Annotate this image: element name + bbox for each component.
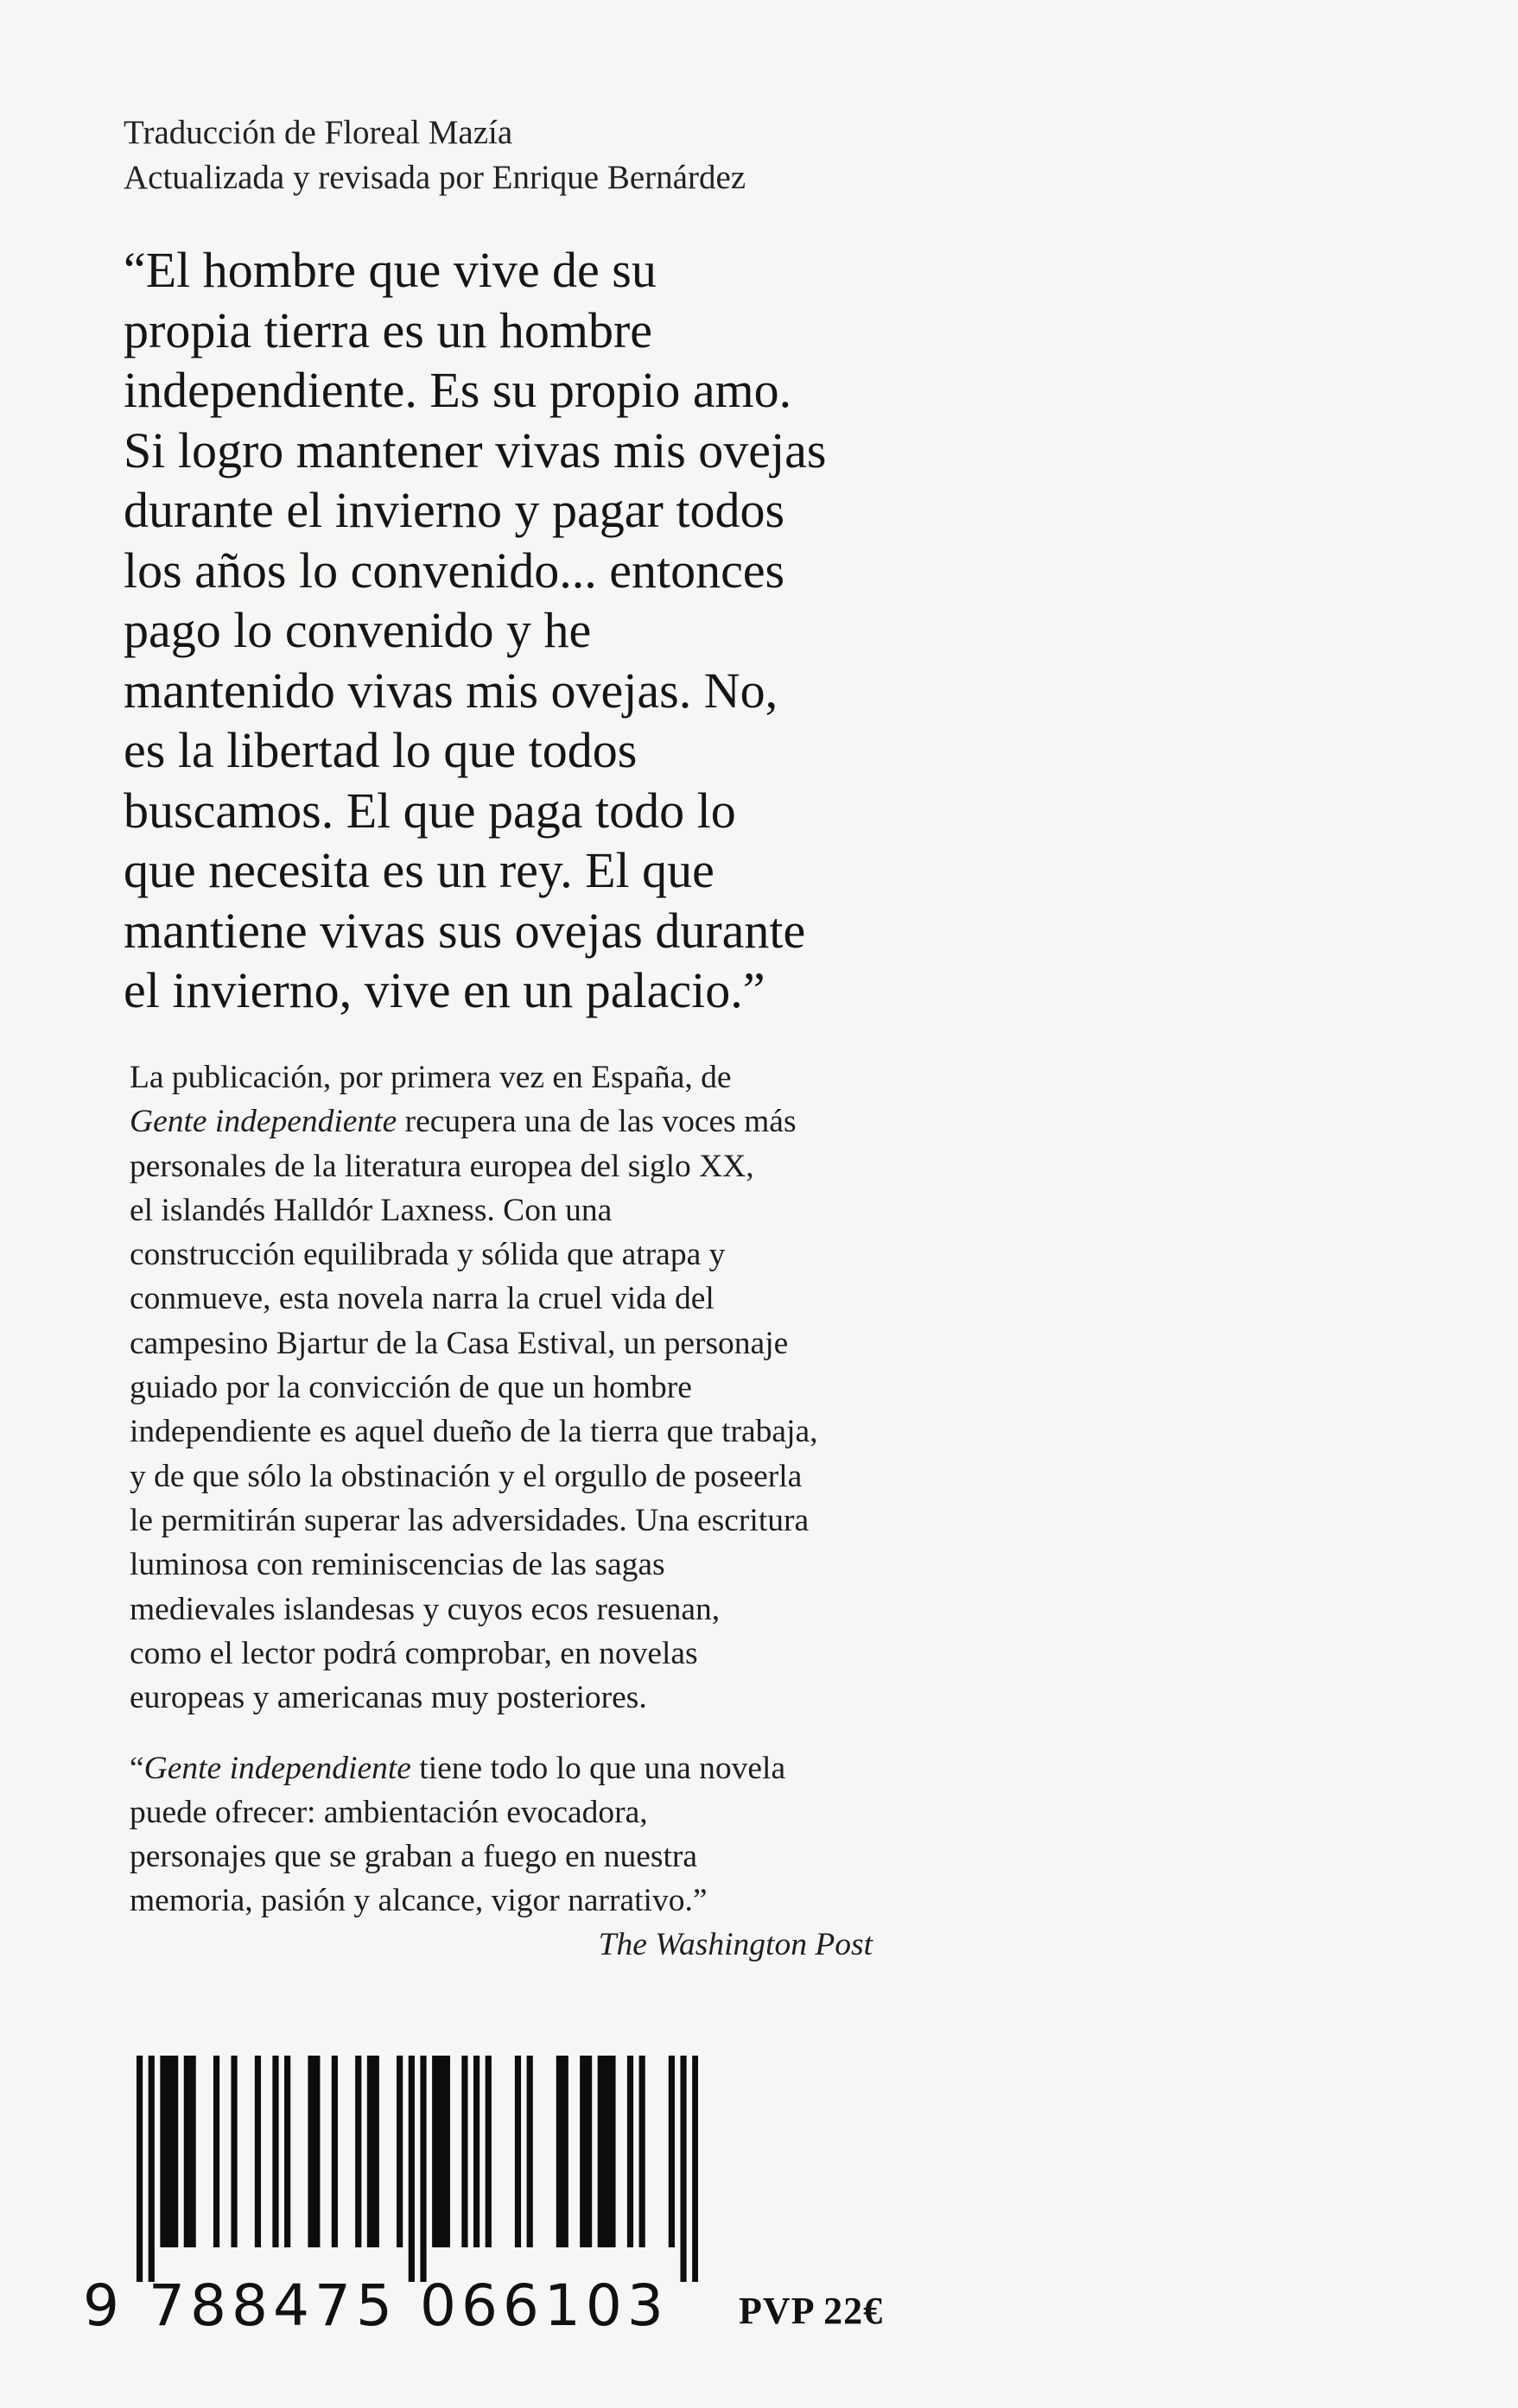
epigraph-line: que necesita es un rey. El que: [124, 842, 715, 898]
translator-credit: Traducción de Floreal Mazía: [124, 114, 513, 151]
barcode-bar: [314, 2056, 320, 2247]
description-line: guiado por la convicción de que un hombre: [130, 1370, 692, 1406]
barcode-bar: [172, 2056, 178, 2247]
barcode-bar: [373, 2056, 379, 2247]
barcode-bar: [444, 2056, 450, 2247]
barcode-bar: [420, 2056, 426, 2282]
barcode-bar: [556, 2056, 562, 2247]
barcode-bar: [438, 2056, 444, 2247]
review-book-title: Gente independiente: [143, 1751, 411, 1786]
epigraph-line: mantiene vivas sus ovejas durante: [124, 902, 806, 959]
barcode-bar: [669, 2056, 675, 2247]
barcode-bar: [231, 2056, 237, 2247]
barcode-bar: [355, 2056, 361, 2247]
barcode-graphic: [137, 2056, 698, 2284]
description-line: personales de la literatura europea del siglo XX,: [130, 1148, 754, 1184]
description-line: La publicación, por primera vez en España, de: [130, 1060, 732, 1095]
description-line: luminosa con reminiscencias de las sagas: [130, 1547, 665, 1583]
barcode-bar: [627, 2056, 633, 2247]
isbn-group-1: 788475: [149, 2272, 397, 2339]
price-label: PVP 22€: [739, 2290, 884, 2332]
barcode-bar: [486, 2056, 492, 2247]
description-line: y de que sólo la obstinación y el orgullo de poseerla: [130, 1458, 803, 1494]
epigraph-line: durante el invierno y pagar todos: [124, 482, 785, 538]
press-review: [130, 1746, 907, 1967]
description-line: le permitirán superar las adversidades. Una escritura: [130, 1502, 810, 1538]
epigraph-line: mantenido vivas mis ovejas. No,: [124, 662, 778, 719]
barcode-bar: [562, 2056, 568, 2247]
book-description: [130, 1055, 907, 1720]
epigraph-line: “El hombre que vive de su: [124, 242, 657, 298]
review-line: memoria, pasión y alcance, vigor narrativo.”: [130, 1883, 708, 1918]
barcode-bar: [432, 2056, 438, 2247]
description-line: construcción equilibrada y sólida que atrapa y: [130, 1237, 726, 1273]
barcode-bar: [604, 2056, 610, 2247]
barcode-bar: [680, 2056, 686, 2282]
open-quote: “: [130, 1751, 144, 1786]
barcode-bar: [527, 2056, 533, 2247]
epigraph-line: independiente. Es su propio amo.: [124, 362, 792, 418]
description-line: campesino Bjartur de la Casa Estival, un personaje: [130, 1325, 789, 1361]
review-line: [130, 1746, 907, 1790]
isbn-barcode: [137, 2056, 698, 2284]
barcode-bar: [586, 2056, 592, 2247]
epigraph-line: buscamos. El que paga todo lo: [124, 782, 736, 839]
book-title: Gente independiente: [130, 1104, 397, 1140]
barcode-bar: [190, 2056, 196, 2247]
epigraph-line: es la libertad lo que todos: [124, 722, 638, 778]
description-text: recupera una de las voces más: [397, 1104, 797, 1140]
barcode-bar: [272, 2056, 278, 2247]
barcode-bar: [137, 2056, 143, 2282]
barcode-bar: [284, 2056, 290, 2247]
barcode-bar: [515, 2056, 521, 2247]
barcode-bar: [598, 2056, 604, 2247]
barcode-bar: [308, 2056, 314, 2247]
description-line: conmueve, esta novela narra la cruel vida del: [130, 1281, 715, 1317]
barcode-bar: [255, 2056, 261, 2247]
description-line: el islandés Halldór Laxness. Con una: [130, 1192, 613, 1228]
barcode-bar: [473, 2056, 480, 2247]
description-line: [130, 1099, 907, 1144]
barcode-bar: [639, 2056, 645, 2247]
barcode-bar: [184, 2056, 190, 2247]
description-line: independiente es aquel dueño de la tierra que trabaja,: [130, 1414, 818, 1450]
barcode-bar: [149, 2056, 155, 2282]
epigraph-line: los años lo convenido... entonces: [124, 542, 785, 599]
description-line: medievales islandesas y cuyos ecos resuenan,: [130, 1591, 721, 1627]
barcode-bar: [409, 2056, 415, 2282]
review-source: The Washington Post: [598, 1927, 873, 1962]
review-line: puede ofrecer: ambientación evocadora,: [130, 1795, 648, 1830]
barcode-bar: [160, 2056, 166, 2247]
isbn-number: [83, 2272, 669, 2341]
description-line: europeas y americanas muy posteriores.: [130, 1680, 647, 1716]
barcode-bar: [461, 2056, 467, 2247]
review-text: tiene todo lo que una novela: [410, 1751, 786, 1786]
barcode-bar: [580, 2056, 586, 2247]
barcode-bar: [397, 2056, 403, 2247]
credits: [124, 111, 1074, 200]
epigraph-line: propia tierra es un hombre: [124, 301, 653, 358]
review-line: personajes que se graban a fuego en nuestra: [130, 1839, 698, 1874]
barcode-bar: [609, 2056, 615, 2247]
revision-credit: Actualizada y revisada por Enrique Bernárdez: [124, 159, 746, 196]
barcode-bar: [213, 2056, 219, 2247]
barcode-bar: [692, 2056, 698, 2282]
barcode-bar: [166, 2056, 172, 2247]
barcode-bar: [332, 2056, 338, 2247]
epigraph-quote: [124, 240, 988, 1021]
isbn-lead-digit: 9: [83, 2272, 121, 2339]
epigraph-line: Si logro mantener vivas mis ovejas: [124, 421, 827, 478]
epigraph-line: pago lo convenido y he: [124, 602, 592, 658]
isbn-group-2: 066103: [419, 2272, 669, 2339]
epigraph-line: el invierno, vive en un palacio.”: [124, 962, 765, 1018]
barcode-bar: [367, 2056, 373, 2247]
description-line: como el lector podrá comprobar, en novelas: [130, 1635, 698, 1671]
